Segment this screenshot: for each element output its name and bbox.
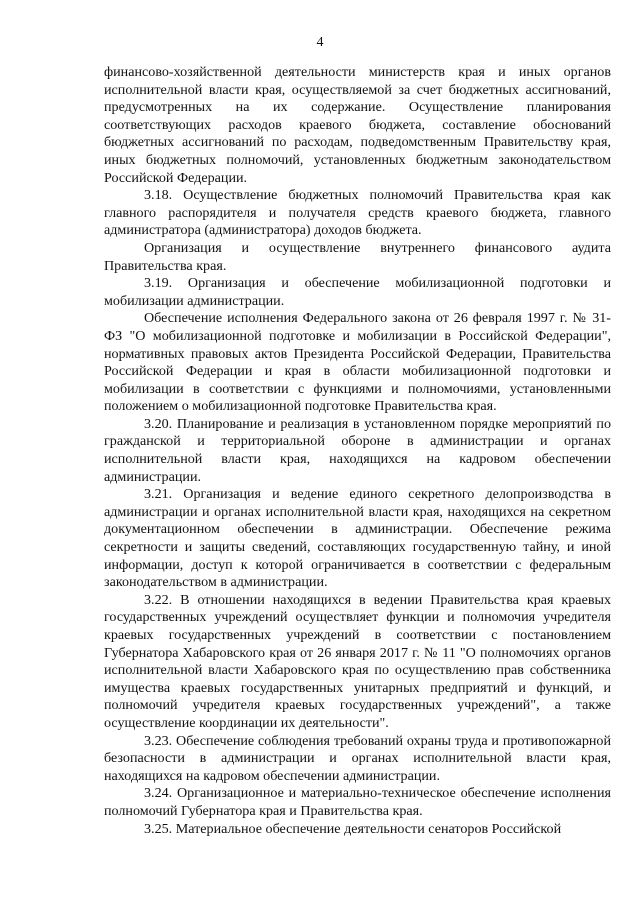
- document-body: [104, 64, 611, 838]
- paragraph-continuation: финансово-хозяйственной деятельности министерств края и иных органов исполнительной власти края, осуществляемой за счет бюджетных ассигнований, предусмотренных на их содержание. Осуществление планирования соответствующих расходов краевого бюджета, составление обоснований бюджетных ассигнований по расходам, подведомственным Правительству края, иных бюджетных полномочий, установленных бюджетным законодательством Российской Федерации.: [104, 64, 611, 186]
- paragraph-3-19: 3.19. Организация и обеспечение мобилизационной подготовки и мобилизации администрации.: [104, 275, 611, 309]
- paragraph-3-20: 3.20. Планирование и реализация в установленном порядке мероприятий по гражданской и территориальной обороне в администрации и органах исполнительной власти края, находящихся на кадровом обеспечении администрации.: [104, 415, 611, 485]
- paragraph-3-24: 3.24. Организационное и материально-техническое обеспечение исполнения полномочий Губернатора края и Правительства края.: [104, 785, 611, 819]
- paragraph-internal-audit: Организация и осуществление внутреннего финансового аудита Правительства края.: [104, 239, 611, 274]
- paragraph-3-18: 3.18. Осуществление бюджетных полномочий Правительства края как главного распорядителя и получателя средств краевого бюджета, главного администратора (администратора) доходов бюджета.: [104, 187, 611, 239]
- paragraph-3-22: 3.22. В отношении находящихся в ведении Правительства края краевых государственных учреждений осуществляет функции и полномочия учредителя краевых государственных учреждений в соответствии с постановлением Губернатора Хабаровского края от 26 января 2017 г. № 11 "О полномочиях органов исполнительной власти Хабаровского края по осуществлению прав собственника имущества краевых государственных унитарных предприятий и функций, и полномочий учредителя краевых государственных учреждений", а также осуществление координации их деятельности".: [104, 591, 611, 731]
- page-number: 4: [316, 35, 324, 50]
- paragraph-3-25: 3.25. Материальное обеспечение деятельности сенаторов Российской: [144, 820, 562, 837]
- paragraph-3-21: 3.21. Организация и ведение единого секретного делопроизводства в администрации и органах исполнительной власти края, находящихся на секретном документационном обеспечении в администрации. Обеспечение режима секретности и защиты сведений, составляющих государственную тайну, и иной информации, доступ к которой ограничивается в соответствии с федеральным законодательством в администрации.: [104, 486, 611, 591]
- paragraph-federal-law: Обеспечение исполнения Федерального закона от 26 февраля 1997 г. № 31-ФЗ "О мобилизационной подготовке и мобилизации в Российской Федерации", нормативных правовых актов Президента Российской Федерации, Правительства Российской Федерации и края в области мобилизационной подготовки и мобилизации в соответствии с функциями и полномочиями, установленными положением о мобилизационной подготовке Правительства края.: [104, 310, 611, 415]
- paragraph-3-23: 3.23. Обеспечение соблюдения требований охраны труда и противопожарной безопасности в администрации и органах исполнительной власти края, находящихся на кадровом обеспечении администрации.: [104, 732, 611, 784]
